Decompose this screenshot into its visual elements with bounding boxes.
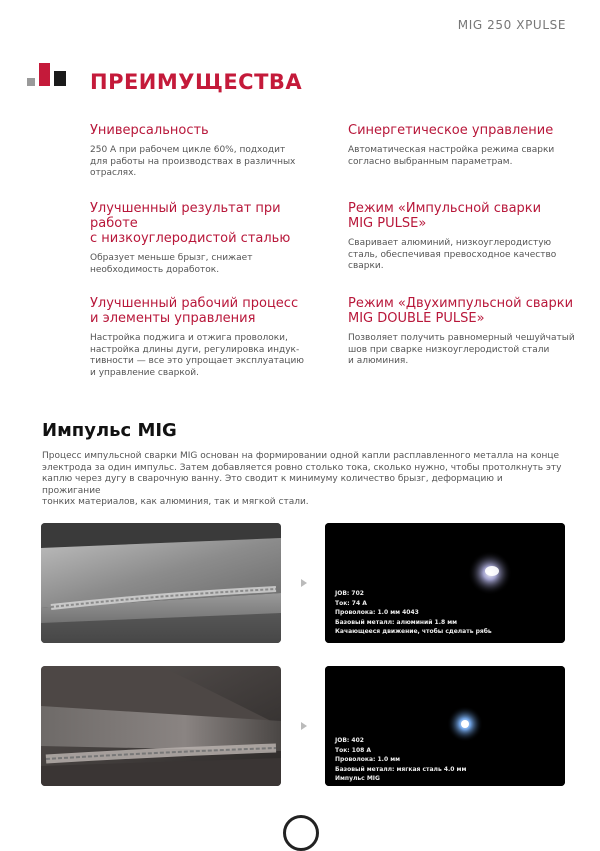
feature-title <box>348 296 578 326</box>
feature-title-line: Улучшенный результат при работе <box>90 201 281 231</box>
feature-text-line: тивности — все это упрощает эксплуатацию <box>90 356 304 366</box>
feature-title-line: Улучшенный рабочий процесс <box>90 296 299 311</box>
feature-text-line: настройка длины дуги, регулировка индук- <box>90 344 300 355</box>
feature-title-line: и элементы управления <box>90 311 256 326</box>
feature-title <box>90 201 320 246</box>
feature-text-line: и управление сваркой. <box>90 367 200 378</box>
arrow-right-icon <box>301 722 307 730</box>
weld-photo-steel <box>41 666 281 786</box>
feature-title <box>348 201 578 231</box>
arrow-right-icon <box>301 579 307 587</box>
feature-text-line: 250 А при рабочем цикле 60%, подходит <box>90 145 286 155</box>
caption-line: Ток: 108 А <box>335 746 372 754</box>
feature-title-line: Синергетическое управление <box>348 123 554 138</box>
weld-params-caption <box>335 589 492 637</box>
feature-text <box>348 238 578 273</box>
feature-text <box>348 145 578 168</box>
feature-text-line: отраслях. <box>90 168 137 178</box>
weld-params-caption <box>335 736 466 784</box>
feature-workflow-controls <box>90 296 320 379</box>
feature-text-line: сталь, обеспечивая превосходное качество <box>348 249 557 260</box>
feature-text <box>90 333 320 379</box>
paragraph-line: каплю через дугу в сварочную ванну. Это сводит к минимуму количество брызг, деформацию и прожигание <box>42 474 503 496</box>
feature-text <box>90 145 320 180</box>
feature-text-line: необходимость доработок. <box>90 264 220 275</box>
weld-photo-steel-image <box>41 666 281 786</box>
feature-text-line: согласно выбранным параметрам. <box>348 156 513 167</box>
feature-title-line: Режим «Двухимпульсной сварки <box>348 296 574 311</box>
brand-mark-black-bar <box>54 71 66 86</box>
feature-text-line: Автоматическая настройка режима сварки <box>348 145 555 155</box>
caption-line: Импульс MIG <box>335 775 380 782</box>
feature-title-line: Режим «Импульсной сварки <box>348 201 542 216</box>
weld-photo-aluminium-image <box>41 523 281 643</box>
caption-line: Проволока: 1.0 мм 4043 <box>335 609 419 616</box>
feature-title-line: Универсальность <box>90 123 209 138</box>
pulse-section-title: Импульс MIG <box>42 420 177 441</box>
feature-title <box>348 123 578 138</box>
brand-mark-gray-bar <box>27 78 35 86</box>
caption-line: Качающееся движение, чтобы сделать рябь <box>335 628 492 635</box>
caption-line: JOB: 702 <box>335 590 364 597</box>
feature-title-line: MIG PULSE» <box>348 216 427 231</box>
weld-photo-aluminium <box>41 523 281 643</box>
caption-line: Проволока: 1.0 мм <box>335 756 401 763</box>
feature-synergic-control <box>348 123 578 168</box>
feature-title-line: с низкоуглеродистой сталью <box>90 231 291 246</box>
feature-text <box>90 253 320 276</box>
feature-text-line: Образует меньше брызг, снижает <box>90 253 253 263</box>
feature-title <box>90 296 320 326</box>
feature-universality <box>90 123 320 180</box>
paragraph-line: электрода за один импульс. Затем добавляется ровно столько тока, сколько нужно, чтобы протолкнуть эту <box>42 462 562 473</box>
feature-text-line: сварки. <box>348 261 384 271</box>
paragraph-line: тонких материалов, как алюминия, так и мягкой стали. <box>42 497 309 507</box>
feature-title-line: MIG DOUBLE PULSE» <box>348 311 485 326</box>
feature-title <box>90 123 320 138</box>
feature-double-pulse <box>348 296 578 368</box>
feature-text <box>348 333 578 368</box>
feature-text-line: Позволяет получить равномерный чешуйчатый <box>348 333 575 343</box>
caption-line: Ток: 74 А <box>335 599 367 607</box>
paragraph-line: Процесс импульсной сварки MIG основан на формировании одной капли расплавленного металла на конце <box>42 451 560 461</box>
caption-line: Базовый металл: мягкая сталь 4.0 мм <box>335 765 467 773</box>
feature-text-line: для работы на производствах в различных <box>90 156 296 167</box>
feature-text-line: и алюминия. <box>348 356 409 366</box>
pulse-paragraph <box>42 451 562 509</box>
brand-mark-red-bar <box>39 63 50 86</box>
section-title: ПРЕИМУЩЕСТВА <box>90 70 303 94</box>
feature-mig-pulse <box>348 201 578 273</box>
caption-line: Базовый металл: алюминий 1.8 мм <box>335 618 458 626</box>
feature-text-line: шов при сварке низкоуглеродистой стали <box>348 344 550 355</box>
feature-text-line: Настройка поджига и отжига проволоки, <box>90 333 288 343</box>
document-label: MIG 250 XPULSE <box>457 18 566 32</box>
decorative-circle <box>283 815 319 851</box>
caption-line: JOB: 402 <box>335 737 364 744</box>
feature-text-line: Сваривает алюминий, низкоуглеродистую <box>348 238 552 248</box>
weld-panel-aluminium <box>325 523 565 643</box>
feature-low-carbon-steel <box>90 201 320 276</box>
weld-panel-steel <box>325 666 565 786</box>
